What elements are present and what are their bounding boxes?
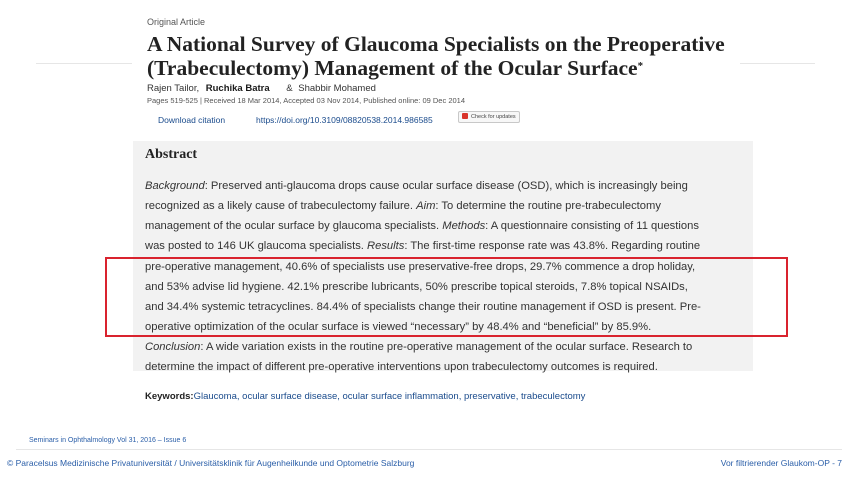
crossmark-icon	[462, 113, 468, 119]
footer-copyright: © Paracelsus Medizinische Privatuniversität / Universitätsklinik für Augenheilkunde und Optometrie Salzburg	[7, 458, 415, 468]
abstract-line: recognized as a likely cause of trabeculectomy failure. Aim: To determine the routine pre-trabeculectomy	[145, 200, 661, 212]
abstract-line: Conclusion: A wide variation exists in the routine pre-operative management of the ocular surface. Research to	[145, 341, 693, 353]
author-link[interactable]: Shabbir Mohamed	[298, 83, 376, 94]
article-title	[147, 32, 787, 80]
keyword-link[interactable]: preservative	[463, 391, 516, 402]
keyword-link[interactable]: ocular surface inflammation	[342, 391, 459, 402]
abstract-line: determine the impact of different pre-operative interventions upon trabeculectomy outcomes is required.	[145, 361, 658, 373]
keyword-link[interactable]: ocular surface disease	[242, 391, 338, 402]
abstract-line: pre-operative management, 40.6% of specialists use preservative-free drops, 29.7% commence a drop holiday,	[145, 261, 696, 273]
download-citation-link[interactable]: Download citation	[158, 115, 226, 125]
author-separator: &	[286, 83, 293, 94]
abstract-line: and 53% advise lid hygiene. 42.1% prescribe lubricants, 50% prescribe topical steroids, 7.8% topical NSAIDs,	[145, 281, 688, 293]
check-updates-label: Check for updates	[471, 114, 516, 120]
article-type: Original Article	[147, 17, 206, 27]
section-label: Methods	[442, 220, 486, 232]
check-updates-button[interactable]	[458, 111, 520, 123]
section-label: Background	[145, 180, 205, 192]
title-footnote-mark[interactable]: *	[637, 60, 644, 72]
abstract-line: Background: Preserved anti-glaucoma drops cause ocular surface disease (OSD), which is increasingly being	[145, 180, 688, 192]
abstract-line: operative optimization of the ocular surface is viewed “necessary” by 48.4% and “beneficial” by 85.9%.	[145, 321, 652, 333]
keywords: Keywords:Glaucoma, ocular surface disease, ocular surface inflammation, preservative, trabeculectomy	[145, 391, 586, 402]
header-divider-left	[36, 63, 132, 64]
highlight-box	[105, 257, 788, 337]
section-label: Results	[367, 240, 405, 252]
keyword-link[interactable]: trabeculectomy	[521, 391, 586, 402]
author-link[interactable]: Rajen Tailor,	[147, 83, 200, 94]
abstract-line: and 34.4% systemic tetracyclines. 84.4% of specialists change their routine management if OSD is present. Pre-	[145, 301, 701, 313]
doi-link[interactable]: https://doi.org/10.3109/08820538.2014.986585	[256, 115, 433, 125]
section-label: Conclusion	[145, 341, 201, 353]
abstract-line: management of the ocular surface by glaucoma specialists. Methods: A questionnaire consisting of 11 questions	[145, 220, 699, 232]
abstract-heading: Abstract	[145, 147, 198, 162]
journal-citation: Seminars in Ophthalmology Vol 31, 2016 – Issue 6	[29, 437, 187, 444]
abstract-line: was posted to 146 UK glaucoma specialists. Results: The first-time response rate was 43.8%. Regarding routine	[145, 240, 701, 252]
keyword-link[interactable]: Glaucoma	[193, 391, 237, 402]
author-list	[147, 83, 380, 94]
author-link-corresponding[interactable]: Ruchika Batra	[205, 83, 270, 94]
article-title-text: A National Survey of Glaucoma Specialists on the Preoperative (Trabeculectomy) Management of the Ocular Surface	[147, 32, 725, 80]
keywords-label: Keywords:	[145, 391, 194, 402]
publication-meta: Pages 519-525 | Received 18 Mar 2014, Accepted 03 Nov 2014, Published online: 09 Dec 2014	[147, 96, 465, 105]
section-label: Aim	[416, 200, 436, 212]
footer-slide-number: Vor filtrierender Glaukom-OP - 7	[720, 458, 842, 468]
footer-divider	[16, 449, 842, 450]
